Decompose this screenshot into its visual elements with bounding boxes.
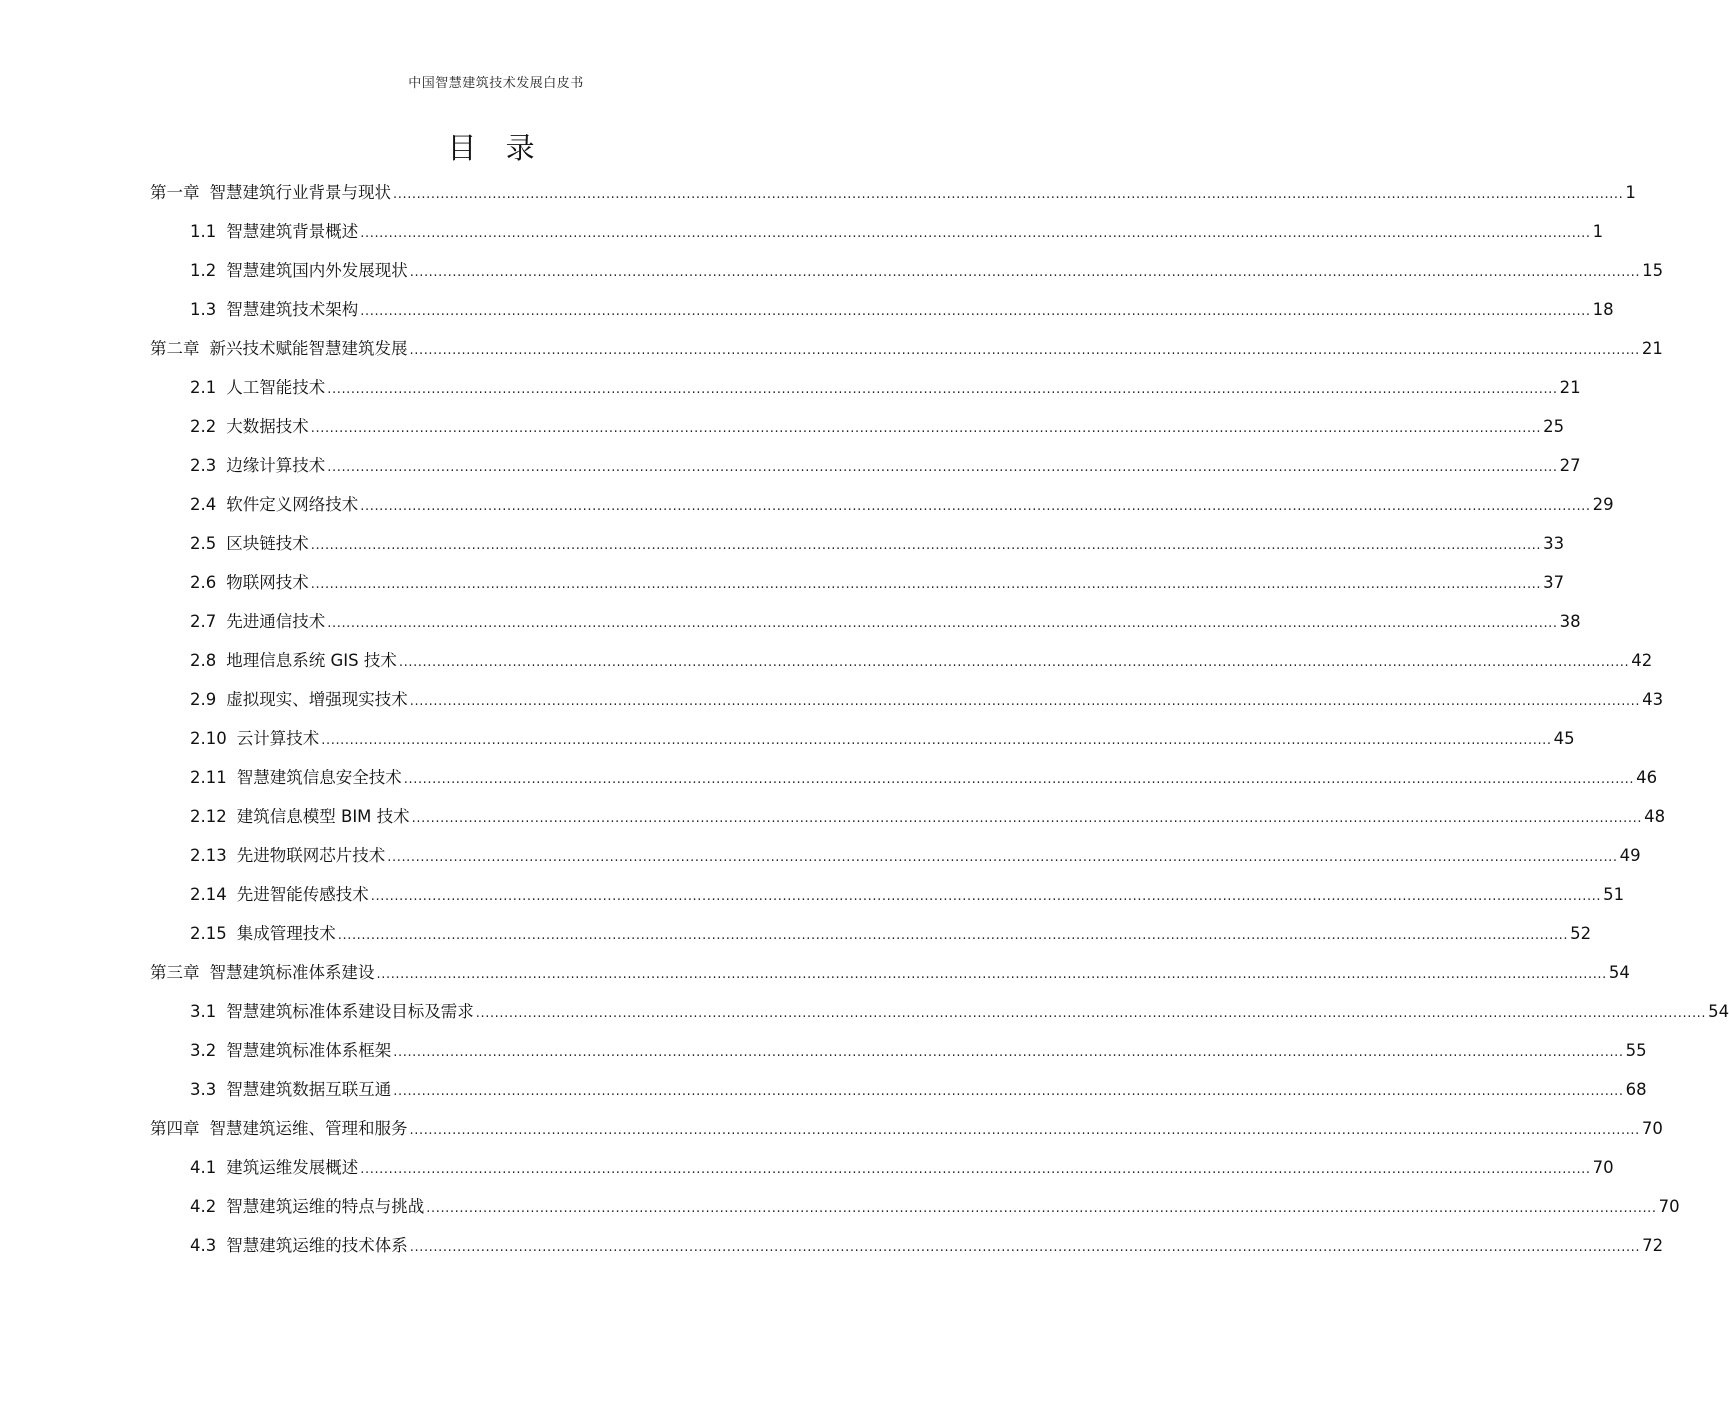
toc-entry-label [190, 1226, 408, 1265]
toc-entry-number: 4.3 [190, 1236, 217, 1255]
toc-entry-label [150, 173, 391, 212]
toc-entry-text: 智慧建筑信息安全技术 [236, 768, 402, 787]
dot-leader: .................................................................................................................................................................................................................................................................... [426, 1201, 1657, 1216]
toc-entry-number: 1.3 [190, 300, 217, 319]
toc-entry-number: 第四章 [150, 1119, 200, 1138]
toc-entry-label [190, 368, 325, 407]
toc-page-number: 51 [1603, 885, 1625, 904]
toc-section-entry[interactable] [150, 290, 1614, 329]
toc-entry-number: 2.1 [190, 378, 217, 397]
dot-leader: .................................................................................................................................................................................................................................................................... [360, 304, 1591, 319]
toc-entry-number: 第一章 [150, 183, 200, 202]
toc-section-entry[interactable] [150, 836, 1641, 875]
toc-section-entry[interactable] [150, 797, 1666, 836]
dot-leader: .................................................................................................................................................................................................................................................................... [310, 538, 1542, 553]
dot-leader: .................................................................................................................................................................................................................................................................... [409, 265, 1641, 280]
toc-entry-label [190, 602, 325, 641]
toc-entry-text: 软件定义网络技术 [226, 495, 359, 514]
toc-entry-text: 云计算技术 [236, 729, 320, 748]
toc-entry-number: 2.10 [190, 729, 227, 748]
toc-section-entry[interactable] [150, 485, 1614, 524]
toc-entry-number: 2.8 [190, 651, 217, 670]
toc-entry-label [150, 953, 375, 992]
toc-page-number: 42 [1631, 651, 1653, 670]
toc-entry-number: 3.2 [190, 1041, 217, 1060]
dot-leader: .................................................................................................................................................................................................................................................................... [360, 1162, 1591, 1177]
toc-entry-label [190, 914, 336, 953]
table-of-contents [150, 173, 1729, 1265]
toc-section-entry[interactable] [150, 368, 1581, 407]
dot-leader: .................................................................................................................................................................................................................................................................... [398, 655, 1630, 670]
toc-entry-number: 2.5 [190, 534, 217, 553]
toc-entry-label [190, 1070, 391, 1109]
toc-page-number: 49 [1619, 846, 1641, 865]
toc-section-entry[interactable] [150, 1148, 1614, 1187]
toc-entry-number: 2.12 [190, 807, 227, 826]
toc-entry-number: 第三章 [150, 963, 200, 982]
dot-leader: .................................................................................................................................................................................................................................................................... [387, 850, 1618, 865]
toc-chapter-entry[interactable] [150, 1109, 1663, 1148]
dot-leader: .................................................................................................................................................................................................................................................................... [321, 733, 1552, 748]
toc-page-number: 70 [1641, 1119, 1663, 1138]
toc-entry-text: 物联网技术 [226, 573, 309, 592]
toc-entry-number: 2.11 [190, 768, 227, 787]
toc-entry-text: 智慧建筑数据互联互通 [226, 1080, 392, 1099]
running-header: 中国智慧建筑技术发展白皮书 [408, 76, 584, 91]
toc-entry-text: 先进智能传感技术 [236, 885, 369, 904]
toc-page-number: 21 [1559, 378, 1581, 397]
toc-page-number: 52 [1570, 924, 1592, 943]
toc-entry-text: 智慧建筑国内外发展现状 [226, 261, 408, 280]
toc-section-entry[interactable] [150, 719, 1575, 758]
dot-leader: .................................................................................................................................................................................................................................................................... [409, 1240, 1641, 1255]
toc-entry-number: 1.2 [190, 261, 217, 280]
toc-section-entry[interactable] [150, 212, 1604, 251]
toc-page-number: 72 [1642, 1236, 1664, 1255]
dot-leader: .................................................................................................................................................................................................................................................................... [310, 577, 1542, 592]
toc-page-number: 54 [1608, 963, 1630, 982]
toc-entry-text: 集成管理技术 [236, 924, 336, 943]
toc-entry-number: 2.7 [190, 612, 217, 631]
toc-entry-label [190, 212, 358, 251]
toc-chapter-entry[interactable] [150, 173, 1636, 212]
toc-entry-label [190, 719, 319, 758]
toc-chapter-entry[interactable] [150, 953, 1630, 992]
toc-page-number: 46 [1636, 768, 1658, 787]
toc-title: 目 录 [447, 131, 545, 165]
toc-entry-text: 新兴技术赋能智慧建筑发展 [209, 339, 408, 358]
dot-leader: .................................................................................................................................................................................................................................................................... [337, 928, 1569, 943]
toc-entry-number: 2.6 [190, 573, 217, 592]
toc-entry-number: 2.4 [190, 495, 217, 514]
toc-entry-text: 虚拟现实、增强现实技术 [226, 690, 408, 709]
toc-entry-text: 智慧建筑运维的特点与挑战 [226, 1197, 425, 1216]
dot-leader: .................................................................................................................................................................................................................................................................... [411, 811, 1643, 826]
toc-entry-label [190, 641, 397, 680]
toc-page-number: 25 [1543, 417, 1565, 436]
toc-section-entry[interactable] [150, 758, 1658, 797]
toc-entry-label [190, 485, 358, 524]
dot-leader: .................................................................................................................................................................................................................................................................... [327, 460, 1558, 475]
toc-entry-label [190, 758, 402, 797]
toc-page-number: 27 [1559, 456, 1581, 475]
dot-leader: .................................................................................................................................................................................................................................................................... [360, 226, 1591, 241]
toc-entry-label [190, 290, 358, 329]
toc-section-entry[interactable] [150, 251, 1664, 290]
toc-page-number: 1 [1625, 183, 1636, 202]
toc-page-number: 55 [1625, 1041, 1647, 1060]
toc-entry-text: 智慧建筑行业背景与现状 [209, 183, 391, 202]
toc-page-number: 70 [1658, 1197, 1680, 1216]
toc-entry-label [190, 875, 369, 914]
toc-entry-text: 边缘计算技术 [226, 456, 326, 475]
toc-entry-number: 2.9 [190, 690, 217, 709]
toc-entry-label [190, 524, 309, 563]
toc-entry-number: 3.3 [190, 1080, 217, 1099]
toc-section-entry[interactable] [150, 1187, 1680, 1226]
toc-section-entry[interactable] [150, 875, 1625, 914]
toc-entry-number: 2.2 [190, 417, 217, 436]
toc-section-entry[interactable] [150, 914, 1592, 953]
toc-section-entry[interactable] [150, 680, 1664, 719]
toc-entry-text: 智慧建筑标准体系建设 [209, 963, 375, 982]
dot-leader: .................................................................................................................................................................................................................................................................... [475, 1006, 1707, 1021]
dot-leader: .................................................................................................................................................................................................................................................................... [409, 694, 1641, 709]
toc-page-number: 70 [1592, 1158, 1614, 1177]
toc-entry-text: 先进通信技术 [226, 612, 326, 631]
toc-entry-text: 智慧建筑运维、管理和服务 [209, 1119, 408, 1138]
toc-entry-text: 大数据技术 [226, 417, 309, 436]
toc-entry-text: 智慧建筑背景概述 [226, 222, 359, 241]
toc-entry-label [190, 251, 408, 290]
dot-leader: .................................................................................................................................................................................................................................................................... [409, 343, 1640, 358]
toc-entry-number: 3.1 [190, 1002, 217, 1021]
toc-page-number: 43 [1642, 690, 1664, 709]
toc-entry-text: 智慧建筑标准体系框架 [226, 1041, 392, 1060]
toc-entry-label [150, 329, 408, 368]
toc-page-number: 33 [1543, 534, 1565, 553]
toc-entry-text: 智慧建筑标准体系建设目标及需求 [226, 1002, 474, 1021]
toc-entry-text: 建筑运维发展概述 [226, 1158, 359, 1177]
toc-entry-label [190, 797, 410, 836]
toc-page-number: 38 [1559, 612, 1581, 631]
dot-leader: .................................................................................................................................................................................................................................................................... [393, 1045, 1624, 1060]
toc-entry-label [190, 563, 309, 602]
toc-section-entry[interactable] [150, 641, 1653, 680]
toc-entry-label [190, 407, 309, 446]
toc-chapter-entry[interactable] [150, 329, 1663, 368]
toc-page-number: 29 [1592, 495, 1614, 514]
toc-entry-label [190, 992, 474, 1031]
toc-entry-number: 2.3 [190, 456, 217, 475]
toc-entry-label [190, 1148, 358, 1187]
toc-section-entry[interactable] [150, 1226, 1664, 1265]
toc-entry-number: 2.13 [190, 846, 227, 865]
toc-entry-text: 先进物联网芯片技术 [236, 846, 386, 865]
toc-section-entry[interactable] [150, 992, 1729, 1031]
toc-entry-label [190, 680, 408, 719]
toc-entry-number: 4.1 [190, 1158, 217, 1177]
toc-entry-label [150, 1109, 408, 1148]
dot-leader: .................................................................................................................................................................................................................................................................... [393, 187, 1624, 202]
dot-leader: .................................................................................................................................................................................................................................................................... [327, 616, 1558, 631]
toc-page-number: 68 [1625, 1080, 1647, 1099]
toc-entry-number: 2.15 [190, 924, 227, 943]
toc-entry-text: 建筑信息模型 BIM 技术 [236, 807, 410, 826]
toc-entry-text: 人工智能技术 [226, 378, 326, 397]
toc-entry-text: 地理信息系统 GIS 技术 [226, 651, 397, 670]
toc-section-entry[interactable] [150, 446, 1581, 485]
toc-entry-number: 1.1 [190, 222, 217, 241]
toc-entry-label [190, 1031, 391, 1070]
toc-entry-label [190, 1187, 424, 1226]
toc-page-number: 54 [1708, 1002, 1729, 1021]
toc-entry-text: 智慧建筑技术架构 [226, 300, 359, 319]
dot-leader: .................................................................................................................................................................................................................................................................... [310, 421, 1542, 436]
toc-page-number: 21 [1641, 339, 1663, 358]
toc-entry-number: 第二章 [150, 339, 200, 358]
toc-page-number: 15 [1642, 261, 1664, 280]
toc-entry-number: 2.14 [190, 885, 227, 904]
toc-entry-text: 区块链技术 [226, 534, 309, 553]
toc-entry-label [190, 836, 385, 875]
dot-leader: .................................................................................................................................................................................................................................................................... [409, 1123, 1640, 1138]
toc-section-entry[interactable] [150, 1070, 1647, 1109]
toc-section-entry[interactable] [150, 407, 1565, 446]
dot-leader: .................................................................................................................................................................................................................................................................... [393, 1084, 1624, 1099]
toc-entry-text: 智慧建筑运维的技术体系 [226, 1236, 408, 1255]
toc-section-entry[interactable] [150, 524, 1565, 563]
toc-section-entry[interactable] [150, 1031, 1647, 1070]
dot-leader: .................................................................................................................................................................................................................................................................... [370, 889, 1602, 904]
toc-page-number: 37 [1543, 573, 1565, 592]
toc-section-entry[interactable] [150, 602, 1581, 641]
toc-section-entry[interactable] [150, 563, 1565, 602]
toc-page-number: 48 [1644, 807, 1666, 826]
dot-leader: .................................................................................................................................................................................................................................................................... [360, 499, 1591, 514]
dot-leader: .................................................................................................................................................................................................................................................................... [403, 772, 1635, 787]
toc-page-number: 45 [1553, 729, 1575, 748]
dot-leader: .................................................................................................................................................................................................................................................................... [376, 967, 1607, 982]
toc-page-number: 1 [1592, 222, 1604, 241]
toc-page-number: 18 [1592, 300, 1614, 319]
toc-entry-label [190, 446, 325, 485]
dot-leader: .................................................................................................................................................................................................................................................................... [327, 382, 1558, 397]
toc-entry-number: 4.2 [190, 1197, 217, 1216]
